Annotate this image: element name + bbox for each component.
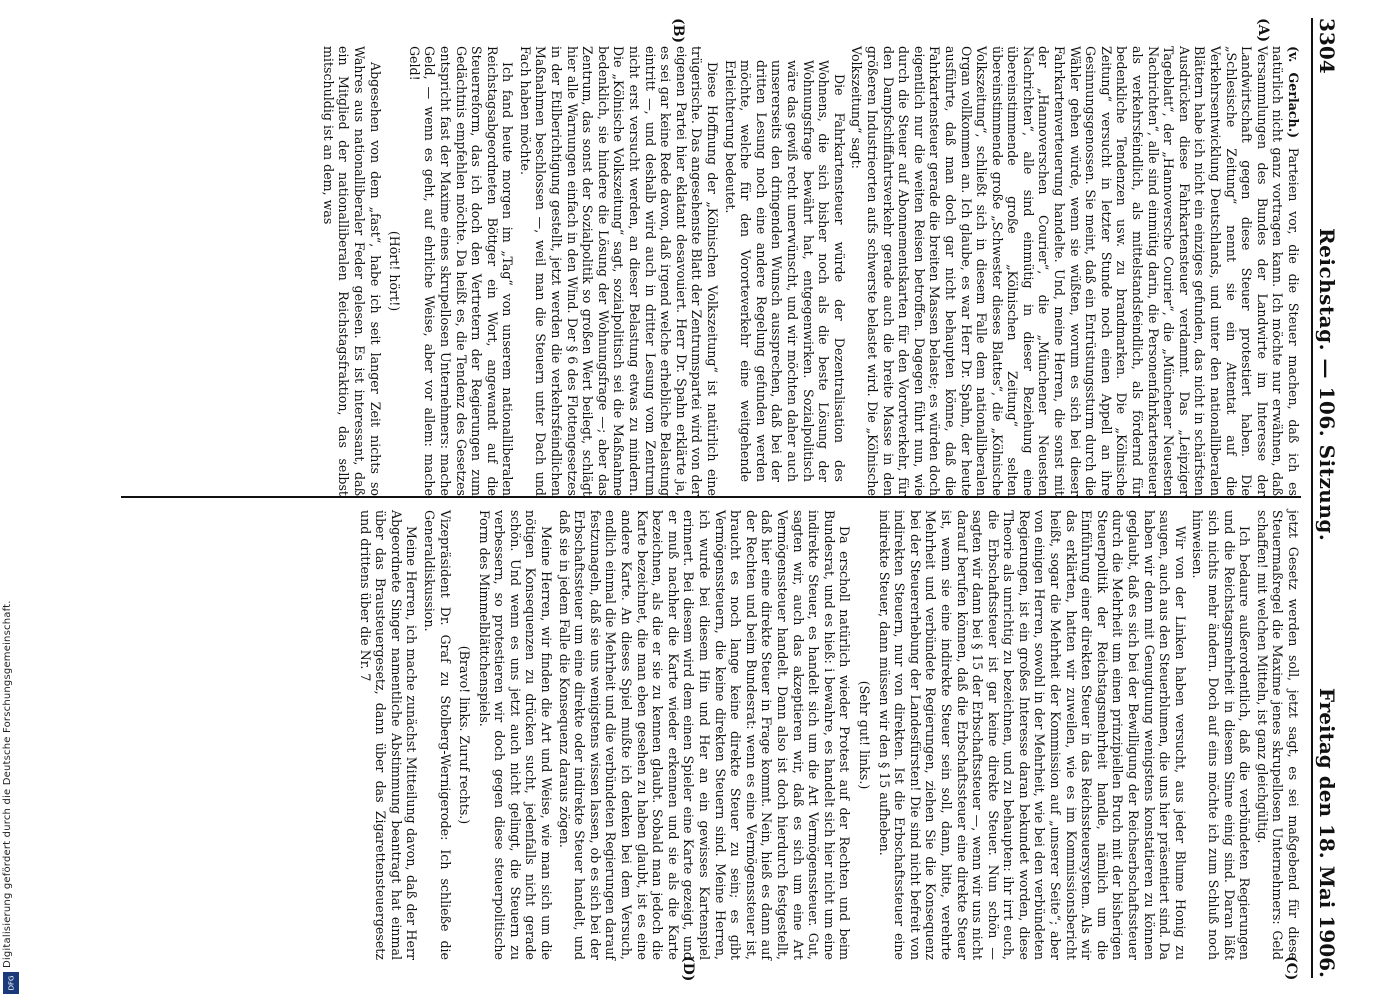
paragraph: Wir von der Linken haben versucht, aus jeder Blume Honig zu saugen, auch aus den Steuerblumen, die uns hier präsentiert sind. Da haben wir denn mit Genugtuung wenigstens konstatieren zu können geglaubt, daß es sich bei der Bewilligung der Reichserbschaftssteuer durch die Mehrheit um einen prinzipiellen Bruch mit der bisherigen Steuerpolitik der Reichstagsmehrheit handle, nämlich um die Einführung einer direkten Steuer in das Reichssteuersystem. Als wir das erklärten, hatten wir zuweilen, wie es im Kommissionsbericht heißt, sogar die Mehrheit der Kommission auf „unserer Seite“; aber von einigen Herren, sowohl in der Mehrheit, wie bei den verbündeten Regierungen, ist ein großes Interesse daran bekundet worden, diese Theorie als unrichtig zu bezeichnen, und zu behaupten: ihr irrt euch, die Erbschaftssteuer ist gar keine direkte Steuer. Nun schön — sagten wir dann bei § 15 der Erbschaftssteuer —, wenn wir uns nicht darauf berufen können, daß die Erbschaftssteuer eine direkte Steuer ist, wenn sie eine indirekte Steuer sein soll, dann, bitte, verehrte Mehrheit und verbündete Regierungen, ziehen Sie die Konsequenz bei der Steuererhebung der Landesfürsten! Die sind nicht befreit von indirekten Steuern, nur von direkten. Ist die Erbschaftssteuer eine indirekte Steuer, dann müssen wir den § 15 aufheben. [876, 510, 1188, 960]
paragraph: Meine Herren, ich mache zunächst Mitteilung davon, daß der Herr Abgeordnete Singer namentliche Abstimmung beantragt hat einmal über das Brausteuergesetz, dann über das Zigarettensteuergesetz und drittens über die Nr. 7 [357, 510, 420, 960]
paragraph: Ich fand heute morgen im „Tag“ von unserem nationalliberalen Reichstagsabgeordneten Böttger ein Wort, angewandt auf die Steuerreform, das ich doch den Vertretern der Regierungen zum Gedächtnis empfehlen möchte. Da heißt es, die Tendenz des Gesetzes entspricht fast der Maxime eines skrupellosen Unternehmers: mache Geld, — wenn es geht, auf ehrliche Weise, aber vor allem: mache Geld! [406, 46, 516, 496]
dfg-logo-text: DFG [7, 975, 15, 991]
scanned-page [83, 0, 1383, 1000]
interjection: (Sehr gut! links.) [856, 680, 872, 790]
page-number: 3304 [1315, 18, 1339, 74]
page-content [81, 18, 1341, 982]
paragraph: Da erscholl natürlich wieder Protest auf der Rechten und beim Bundesrat, und es hieß: i bewahre, es handelt sich hier nicht um eine indirekte Steuer, es handelt sich um die Art Vermögenssteuer. Gut, sagten wir, auch das akzeptieren wir, daß es sich um eine Art Vermögenssteuer handelt. Dann also ist doch hierdurch festgestellt, daß hier eine direkte Steuer in Frage kommt. Nein, hieß es dann auf der Rechten und beim Bundesrat: wenn es eine Vermögenssteuer ist, braucht es noch lange keine direkte Steuer zu sein; es gibt Vermögenssteuern, die keine direkten Steuern sind. Meine Herren, ich wurde bei diesem Hin und Her an ein gewisses Kartenspiel erinnert. Bei diesem wird dem einen Spieler eine Karte gezeigt, und er muß nachher die Karte wieder erkennen und sie als die Karte bezeichnen, als die er sie zu kennen glaubt. Sobald man jedoch die Karte bezeichnet, die man eben gesehen zu haben glaubt, ist es eine andere Karte. An dieses Spiel mußte ich denken bei dem Versuch, endlich einmal die Mehrheit und die verbündeten Regierungen darauf festzunageln, daß sie uns wenigstens wissen lassen, ob es sich bei der Erbschaftssteuer um eine direkte oder indirekte Steuer handelt, und daß sie in jedem Falle die Konsequenz daraus zögen. [556, 510, 853, 960]
right-column [355, 510, 1301, 960]
left-column [318, 46, 1301, 496]
paragraph: Diese Hoffnung der „Kölnischen Volkszeitung“ ist natürlich eine trügerische. Das angesehenste Blatt der Zentrumspartei wird von der eigenen Partei hier eklatant desavouiert. Herr Dr. Spahn erklärte ja, es sei gar keine Rede davon, daß irgend welche erhebliche Belastung eintritt —, und deshalb wird auch in dritter Lesung vom Zentrum nicht erst versucht werden, an dieser Belastung etwas zu mindern. Die „Kölnische Volkszeitung“ sagt, sozialpolitisch sei die Maßnahme bedenklich, sie hindere die Lösung der Wohnungsfrage —; aber das Zentrum, das sonst der Sozialpolitik so großen Wert beilegt, schlägt hier alle Warnungen einfach in den Wind. Der § 6 des Flottengesetzes in der Etilberichtigung gestellt, jetzt werden die verkehrsfeindlichen Maßnahmen beschlossen —, weil man die Steuern unter Dach und Fach haben möchte. [517, 46, 721, 496]
margin-marker-b: (B) [670, 18, 686, 44]
paragraph: Meine Herren, wir finden die Art und Weise, wie man sich um die nötigen Konsequenzen zu drücken sucht, jedenfalls nicht gerade schön. Und wenn es uns jetzt auch nicht gelingt, die Steuern zu verbessern, so protestieren wir doch gegen diese steuerpolitische Form des Mimmelblättchenspiels. [476, 510, 555, 960]
margin-marker-c: (C) [1283, 956, 1299, 981]
page-title: Reichstag. — 106. Sitzung. [1315, 228, 1339, 542]
column-divider [121, 496, 1301, 498]
dfg-logo-icon [3, 972, 19, 994]
paragraph: Abgesehen von dem „fast“, habe ich seit langer Zeit nichts so Wahres aus nationalliberaler Feder gelesen. Es ist interessant, daß ein Mitglied der nationalliberalen Reichstagsfraktion, das selbst mitschuldig ist an dem, was [320, 46, 383, 496]
interjection: (Hört! hört!) [387, 230, 403, 312]
session-date: Freitag den 18. Mai 1906. [1315, 687, 1339, 978]
funding-credit: Digitalisierung gefördert durch die Deutsche Forschungsgemeinschaft. [2, 600, 13, 968]
margin-marker-d: (D) [680, 956, 696, 982]
paragraph: Ich bedaure außerordentlich, daß die verbündeten Regierungen und die Reichstagsmehrheit in diesem Sinne einig sind. Daran läßt sich nichts mehr ändern. Doch auf eins möchte ich zum Schluß noch hinweisen. [1190, 510, 1253, 960]
margin-marker-a: (A) [1255, 18, 1271, 43]
paragraph: Parteien vor, die die Steuer machen, daß ich es natürlich nicht ganz vortragen kann. Ich möchte nur erwähnen, daß Versammlungen des Bundes der Landwirte im Interesse der Landwirtschaft gegen diese Steuer protestiert haben. Die „Schlesische Zeitung“ nennt sie ein Attentat auf die Verkehrsentwicklung Deutschlands, und unter den nationalliberalen Blättern habe ich nicht ein einziges gefunden, das nicht in schärfsten Ausdrücken diese Fahrkartensteuer verdammt. Das „Leipziger Tageblatt“, der „Hannoversche Courier“, die „Münchener Neuesten Nachrichten“, alle sind einmütig darin, die Personenfahrkartensteuer als verkehrsfeindlich, als mittelstandsfeindlich, als fördernd für bedenkliche Tendenzen usw. zu brandmarken. Die „Kölnische Zeitung“ versucht in letzter Stunde noch einen Appell an ihre Gesinnungsgenossen. Sie meint, daß ein Entrüstungssturm durch die Wähler gehen würde, wenn sie wüßten, worum es sich bei dieser Fahrkartenverteuerung handelte. Und, meine Herren, die sonst mit der „Hannoverschen Courier“, die „Münchener Neuesten Nachrichten“, alle sind einmütig in dieser Beziehung eine übereinstimmende große „Kölnischen Zeitung“ selten übereinstimmende große „Schwester dieses Blattes“, die „Kölnische Volkszeitung“, schließt sich in diesem Falle dem nationalliberalen Organ vollkommen an. Ich glaube, es war Herr Dr. Spahn, der heute ausführte, daß man doch gar nicht behaupten könne, daß die Fahrkartensteuer gerade die breiten Massen belaste; es würden doch eigentlich nur die weiten Reisen betroffen. Dagegen führt nun, wie durch die Steuer auf Abonnementskarten für den Vorortverkehr, für den Dampfschiffahrtsverkehr gerade auch die breite Masse in den größeren Industrieorten aufs schwerste belastet wird. Die „Kölnische Volkszeitung“ sagt: [849, 46, 1301, 496]
page-header [1311, 18, 1341, 978]
block-quote: Die Fahrkartensteuer würde der Dezentralisation des Wohnens, die sich bisher noch als die beste Lösung der Wohnungsfrage bewährt hat, entgegenwirken. Sozialpolitisch wäre das gewiß recht unerwünscht, und wir möchten daher auch unsererseits den dringenden Wunsch aussprechen, daß bei der dritten Lesung noch eine andere Regelung gefunden werden möchte, welche für den Vororteverkehr eine weitgehende Erleichterung bedeutet. [722, 60, 847, 482]
speaker-label: (v. Gerlach.) [1286, 46, 1301, 139]
interjection: (Bravo! links. Zuruf rechts.) [457, 645, 473, 825]
paragraph: jetzt Gesetz werden soll, jetzt sagt, es sei maßgebend für diese Steuermaßregel die Maxime jenes skrupellosen Unternehmers: Geld schaffen! mit welchen Mitteln, ist ganz gleichgültig. [1254, 510, 1301, 960]
chair-statement: Vizepräsident Dr. Graf zu Stolberg-Wernigerode: Ich schließe die Generaldiskussion. [421, 510, 453, 960]
digitization-sidebar [0, 0, 22, 1000]
